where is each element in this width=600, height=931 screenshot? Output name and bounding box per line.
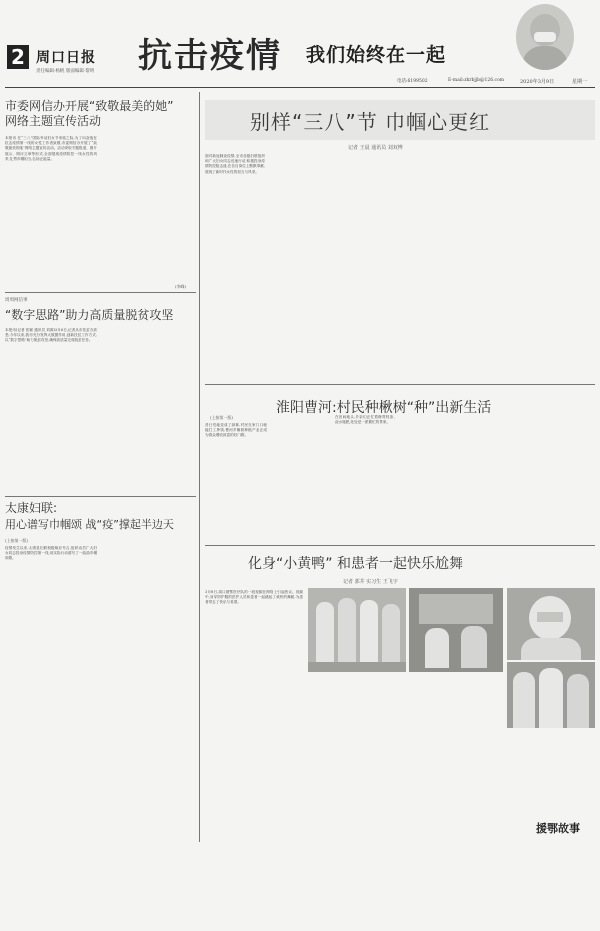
article-3-byline: (上接第一版): [5, 538, 29, 543]
article-2-body-col2: [103, 328, 196, 488]
feature-body: [205, 154, 595, 379]
section-tag: 援鄂故事: [536, 822, 580, 835]
article-1-body-col2: [103, 136, 196, 281]
article-2-title: “数字思路”助力高质量脱贫攻坚: [5, 308, 174, 322]
phone-line: 电话:6199502: [397, 79, 428, 84]
middle-col-5: [465, 415, 527, 541]
lower-byline: 记者 郭井 实习生 王飞宇: [343, 579, 398, 585]
ward-scene-photo: [409, 588, 503, 672]
article-3-body: 疫情发生以来,太康县妇联积极响应号召,组织动员广大妇女同志投身疫情防控第一线,用实际行动谱写了一曲曲巾帼颂歌。: [5, 546, 97, 561]
left-rule-1: [5, 292, 196, 293]
medical-staff-dance-photo: [308, 588, 406, 672]
feature-col-1: 面对新冠肺炎疫情,全市各级妇联组织和广大妇女同志迅速行动,积极投身疫情防控阻击战,在各自岗位上默默奉献,展现了新时代女性的担当与风采。: [205, 154, 265, 174]
feature-byline: 记者 王晨 通讯员 刘双博: [348, 145, 403, 151]
masthead: [0, 0, 600, 92]
article-1-body: 本报讯 在“三八”国际劳动妇女节来临之际,为了向奋战在抗击疫情第一线的女性工作者致敬,市委网信办开展了“致敬最美的她”网络主题宣传活动。活动采取专题报道、图片展示、网评文章等形式,全面展现疫情防控一线女性的风采,礼赞巾帼担当,弘扬正能量。: [5, 136, 97, 161]
article-3-body-col2: [103, 538, 196, 931]
masthead-rule: [5, 87, 595, 88]
feature-title: 别样“三八”节 巾帼心更红: [250, 110, 491, 134]
article-2-body: 本报讯(记者 张颖 通讯员 刘源)3月6日,记者从市扶贫办获悉,今年以来,我市充分发挥大数据作用,创新扶贫工作方式,以“数字思路”助力脱贫攻坚,确保高质量完成脱贫任务。: [5, 328, 97, 343]
middle-title: 淮阳曹河:村民种楸树“种”出新生活: [276, 400, 492, 416]
weekday-line: 星期一: [572, 79, 588, 85]
nurse-portrait-photo: [516, 4, 574, 70]
middle-byline: (上接第一版): [210, 415, 234, 420]
feature-col-6: [525, 154, 593, 376]
article-1-title: [5, 99, 196, 129]
lower-col-3: [409, 678, 503, 840]
feature-col-5: [461, 154, 521, 376]
middle-rule: [205, 545, 595, 546]
article-3-kicker: 太康妇联:: [5, 501, 58, 515]
left-column-divider: [199, 92, 200, 842]
theme-subtitle: 我们始终在一起: [306, 44, 447, 66]
feature-rule: [205, 384, 595, 385]
article-1-title-line-1: 市委网信办开展“致敬最美的她”: [5, 99, 174, 113]
feature-col-2: [269, 154, 329, 376]
page-number-box: 2: [7, 45, 29, 69]
date-line: 2020年3月9日: [520, 79, 555, 85]
article-3-title: 用心谱写巾帼颂 战“疫”撑起半边天: [5, 518, 174, 531]
editors-line: 责任编辑·杨帆 版面编辑·黎明: [36, 69, 95, 74]
middle-col-6: [530, 415, 595, 541]
lower-col-4: [507, 732, 595, 812]
middle-col-4: [400, 415, 462, 541]
doctor-in-ppe-photo: [507, 588, 595, 660]
nurses-group-photo: [507, 662, 595, 728]
middle-col-3: 在田间地头,乡亲们正忙着修剪枝条、浇水施肥,处处是一派繁忙的景象。: [335, 415, 397, 425]
article-1-title-line-2: 网络主题宣传活动: [5, 114, 102, 128]
middle-col-1: 昔日荒地变成了绿林,村民在家门口就能打工挣钱,曹河乡楸树种植产业正成为群众增收致富的好门路。: [205, 423, 267, 438]
article-1-signature: (李峰): [175, 284, 187, 289]
lower-col-1: 3月8日,周口援鄂医疗队的一段视频在网络上引起热议。视频中,身穿防护服的医护人员和患者一起跳起了欢快的舞蹈,为患者带去了快乐与希望。: [205, 590, 303, 605]
email-line: E-mail:zkrbjjb@126.com: [448, 78, 505, 83]
feature-col-4: [397, 154, 457, 376]
lower-title: 化身“小黄鸭” 和患者一起快乐尬舞: [248, 556, 463, 572]
left-rule-2: [5, 496, 196, 497]
lower-col-2: [308, 678, 406, 840]
paper-name: 周口日报: [36, 50, 96, 66]
article-2-kicker: 周周网信事: [5, 298, 28, 303]
middle-col-2: [270, 415, 332, 541]
theme-title: 抗击疫情: [138, 36, 282, 76]
feature-col-3: [333, 154, 393, 376]
left-column: [5, 92, 196, 844]
